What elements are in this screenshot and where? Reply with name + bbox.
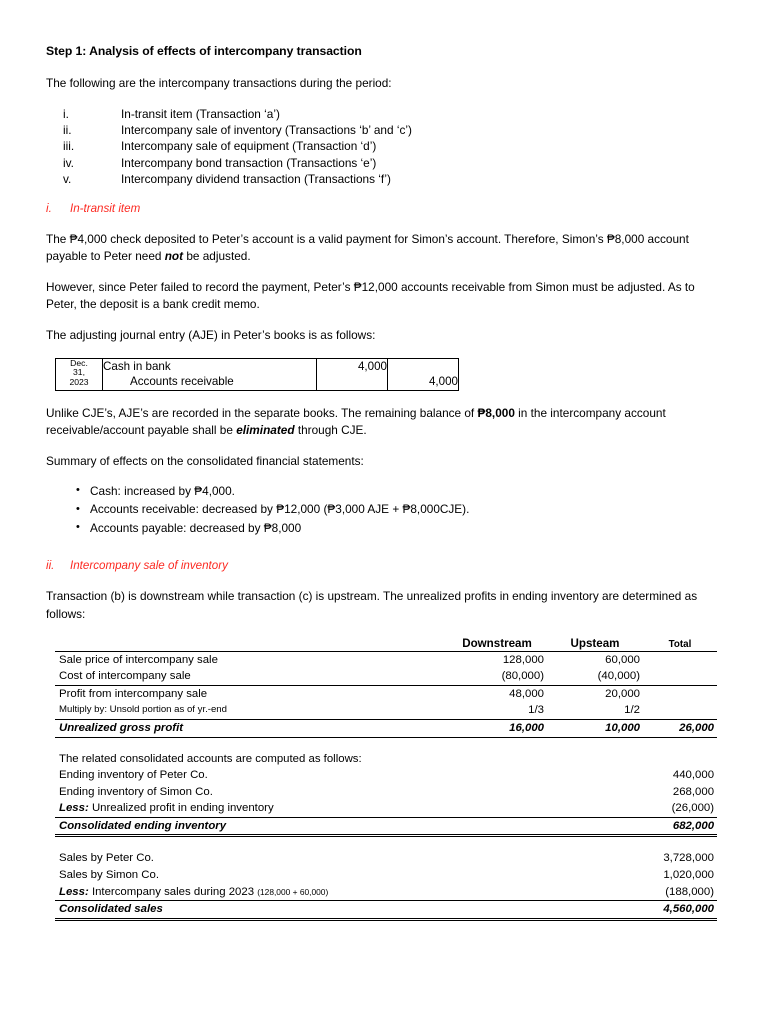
journal-entry-date-cell xyxy=(56,358,103,390)
paragraph-cje-elimination xyxy=(46,405,720,440)
cell-amount: 440,000 xyxy=(672,769,715,782)
cell-amount: (188,000) xyxy=(665,885,715,898)
table-gap xyxy=(55,738,720,751)
cell-total xyxy=(643,651,717,668)
table-row xyxy=(55,800,717,817)
table-row xyxy=(55,651,717,668)
cell-upstream: 20,000 xyxy=(547,685,643,702)
consolidated-ending-inventory-table xyxy=(55,751,717,838)
cell-upstream: 10,000 xyxy=(547,719,643,737)
paragraph-text-part: through CJE. xyxy=(294,423,367,438)
row-label: Sales by Simon Co. xyxy=(59,869,160,882)
emphasis-eliminated: eliminated xyxy=(236,423,295,438)
row-label: Unrealized gross profit xyxy=(55,719,447,737)
table-total-row xyxy=(55,719,717,737)
column-header-downstream: Downstream xyxy=(462,636,532,650)
table-row xyxy=(55,702,717,719)
row-label: Profit from intercompany sale xyxy=(55,685,447,702)
table-row xyxy=(55,850,717,867)
cell-amount: 1,020,000 xyxy=(663,869,715,882)
cell-downstream: 128,000 xyxy=(447,651,547,668)
paragraph-text-part: The ₱4,000 check deposited to Peter’s account is a valid payment for Simon’s account. Therefore, Simon’s ₱8,000 account payable to Peter need xyxy=(46,231,689,264)
row-label: Sale price of intercompany sale xyxy=(55,651,447,668)
paragraph-check-deposit xyxy=(46,231,720,266)
journal-entry-table xyxy=(55,358,459,391)
cell-amount: 268,000 xyxy=(672,785,715,798)
paragraph-summary-lead: Summary of effects on the consolidated financial statements: xyxy=(46,453,364,468)
paragraph-aje-intro: The adjusting journal entry (AJE) in Peter’s books is as follows: xyxy=(46,328,376,342)
section-heading-label: In-transit item xyxy=(70,201,141,215)
row-prefix-less: Less: xyxy=(59,802,89,815)
row-label-text: Unrealized profit in ending inventory xyxy=(91,802,274,815)
row-label: Consolidated sales xyxy=(55,901,643,920)
cell-downstream: 48,000 xyxy=(447,685,547,702)
table-row xyxy=(55,751,717,768)
table-row xyxy=(55,784,717,801)
journal-entry-credit-cell xyxy=(388,358,459,390)
section-heading-in-transit-item xyxy=(46,202,720,215)
table-row xyxy=(55,867,717,884)
cell-total xyxy=(643,685,717,702)
cell-downstream: 16,000 xyxy=(447,719,547,737)
list-item-label: Intercompany dividend transaction (Transactions ‘f’) xyxy=(121,172,391,187)
table-gap xyxy=(55,837,720,850)
row-label: Ending inventory of Peter Co. xyxy=(59,769,208,782)
column-header-label xyxy=(55,637,447,652)
table-row xyxy=(55,668,717,685)
journal-entry-block xyxy=(46,358,720,391)
table-header-row xyxy=(55,637,717,652)
row-label: Consolidated ending inventory xyxy=(55,817,643,836)
journal-credit-amount: 4,000 xyxy=(428,375,458,389)
paragraph-downstream-upstream: Transaction (b) is downstream while transaction (c) is upstream. The unrealized profits in ending inventory are determined as follows: xyxy=(46,589,698,621)
row-label: Ending inventory of Simon Co. xyxy=(59,785,213,798)
list-item xyxy=(46,106,720,122)
paragraph-text-part: Unlike CJE’s, AJE’s are recorded in the separate books. The remaining balance of xyxy=(46,405,478,420)
inventory-table-lead: The related consolidated accounts are computed as follows: xyxy=(59,752,362,765)
table-row xyxy=(55,884,717,901)
cell-amount: 4,560,000 xyxy=(643,901,717,920)
unrealized-gross-profit-table xyxy=(55,637,717,738)
row-label: Cost of intercompany sale xyxy=(59,670,191,683)
transaction-list xyxy=(46,106,720,188)
list-item-label: In-transit item (Transaction ‘a’) xyxy=(121,106,280,121)
list-item: • Cash: increased by ₱4,000. xyxy=(46,482,720,501)
row-label xyxy=(55,884,643,901)
financial-schedules-block xyxy=(46,637,720,921)
list-item: • Accounts payable: decreased by ₱8,000 xyxy=(46,519,720,538)
cell-amount: (26,000) xyxy=(671,802,715,815)
journal-date-day: 31, xyxy=(73,367,85,378)
section-numeral: ii. xyxy=(46,559,55,573)
table-row xyxy=(55,767,717,784)
row-label-text: Intercompany sales during 2023 xyxy=(91,885,255,898)
list-item-numeral: iv. xyxy=(63,155,74,170)
cell-downstream: 1/3 xyxy=(528,704,544,717)
section-heading-label: Intercompany sale of inventory xyxy=(70,559,228,573)
journal-date-year: 2023 xyxy=(69,376,89,387)
paragraph-receivable-adjustment: However, since Peter failed to record the payment, Peter’s ₱12,000 accounts receivable from Simon must be adjusted. As to Peter, the deposit is a bank credit memo. xyxy=(46,279,695,312)
table-total-row xyxy=(55,901,717,920)
table-row xyxy=(56,358,459,390)
list-item-label: Intercompany sale of inventory (Transactions ‘b’ and ‘c’) xyxy=(121,123,412,137)
list-item-label: Intercompany sale of equipment (Transaction ‘d’) xyxy=(121,139,377,154)
journal-date-month: Dec. xyxy=(70,357,88,368)
cell-amount: 682,000 xyxy=(643,817,717,836)
cell-upstream: (40,000) xyxy=(597,670,640,683)
row-label: Sales by Peter Co. xyxy=(59,852,154,865)
section-heading-intercompany-sale-of-inventory xyxy=(46,559,720,572)
row-label: Multiply by: Unsold portion as of yr.-end xyxy=(59,704,227,716)
journal-debit-account: Cash in bank xyxy=(103,359,171,373)
column-header-upstream: Upsteam xyxy=(570,636,620,650)
intro-paragraph: The following are the intercompany transactions during the period: xyxy=(46,76,392,90)
paragraph-text-part: be adjusted. xyxy=(183,249,251,264)
journal-entry-description-cell xyxy=(103,358,317,390)
journal-credit-account: Accounts receivable xyxy=(130,375,234,389)
row-prefix-less: Less: xyxy=(59,885,89,898)
consolidated-sales-table xyxy=(55,850,717,920)
list-item xyxy=(46,138,720,154)
row-label-note: (128,000 + 60,000) xyxy=(257,886,329,897)
summary-bullet-list xyxy=(46,482,720,538)
list-item-numeral: iii. xyxy=(63,139,75,154)
journal-entry-debit-cell: 4,000 xyxy=(317,358,388,390)
table-row xyxy=(55,685,717,702)
table-total-row xyxy=(55,817,717,836)
amount-8000-bold: ₱8,000 xyxy=(477,405,515,420)
list-item-numeral: ii. xyxy=(63,123,72,137)
page-title: Step 1: Analysis of effects of intercompany transaction xyxy=(46,44,362,58)
cell-total xyxy=(643,668,717,685)
list-item xyxy=(46,171,720,187)
cell-amount: 3,728,000 xyxy=(663,852,715,865)
paragraph-text-part: in the intercompany account receivable/account payable shall be xyxy=(46,405,666,438)
column-header-total: Total xyxy=(668,638,692,650)
cell-upstream: 1/2 xyxy=(624,704,640,717)
list-item: • Accounts receivable: decreased by ₱12,000 (₱3,000 AJE + ₱8,000CJE). xyxy=(46,500,720,519)
cell-downstream: (80,000) xyxy=(501,670,544,683)
list-item xyxy=(46,155,720,171)
list-item-label: Intercompany bond transaction (Transactions ‘e’) xyxy=(121,155,377,170)
list-item-numeral: i. xyxy=(63,106,69,121)
row-label xyxy=(55,800,643,817)
cell-total xyxy=(643,702,717,719)
emphasis-not: not xyxy=(164,249,184,264)
cell-total: 26,000 xyxy=(643,719,717,737)
cell-upstream: 60,000 xyxy=(547,651,643,668)
list-item xyxy=(46,122,720,138)
section-numeral: i. xyxy=(46,201,52,215)
list-item-numeral: v. xyxy=(63,172,72,187)
